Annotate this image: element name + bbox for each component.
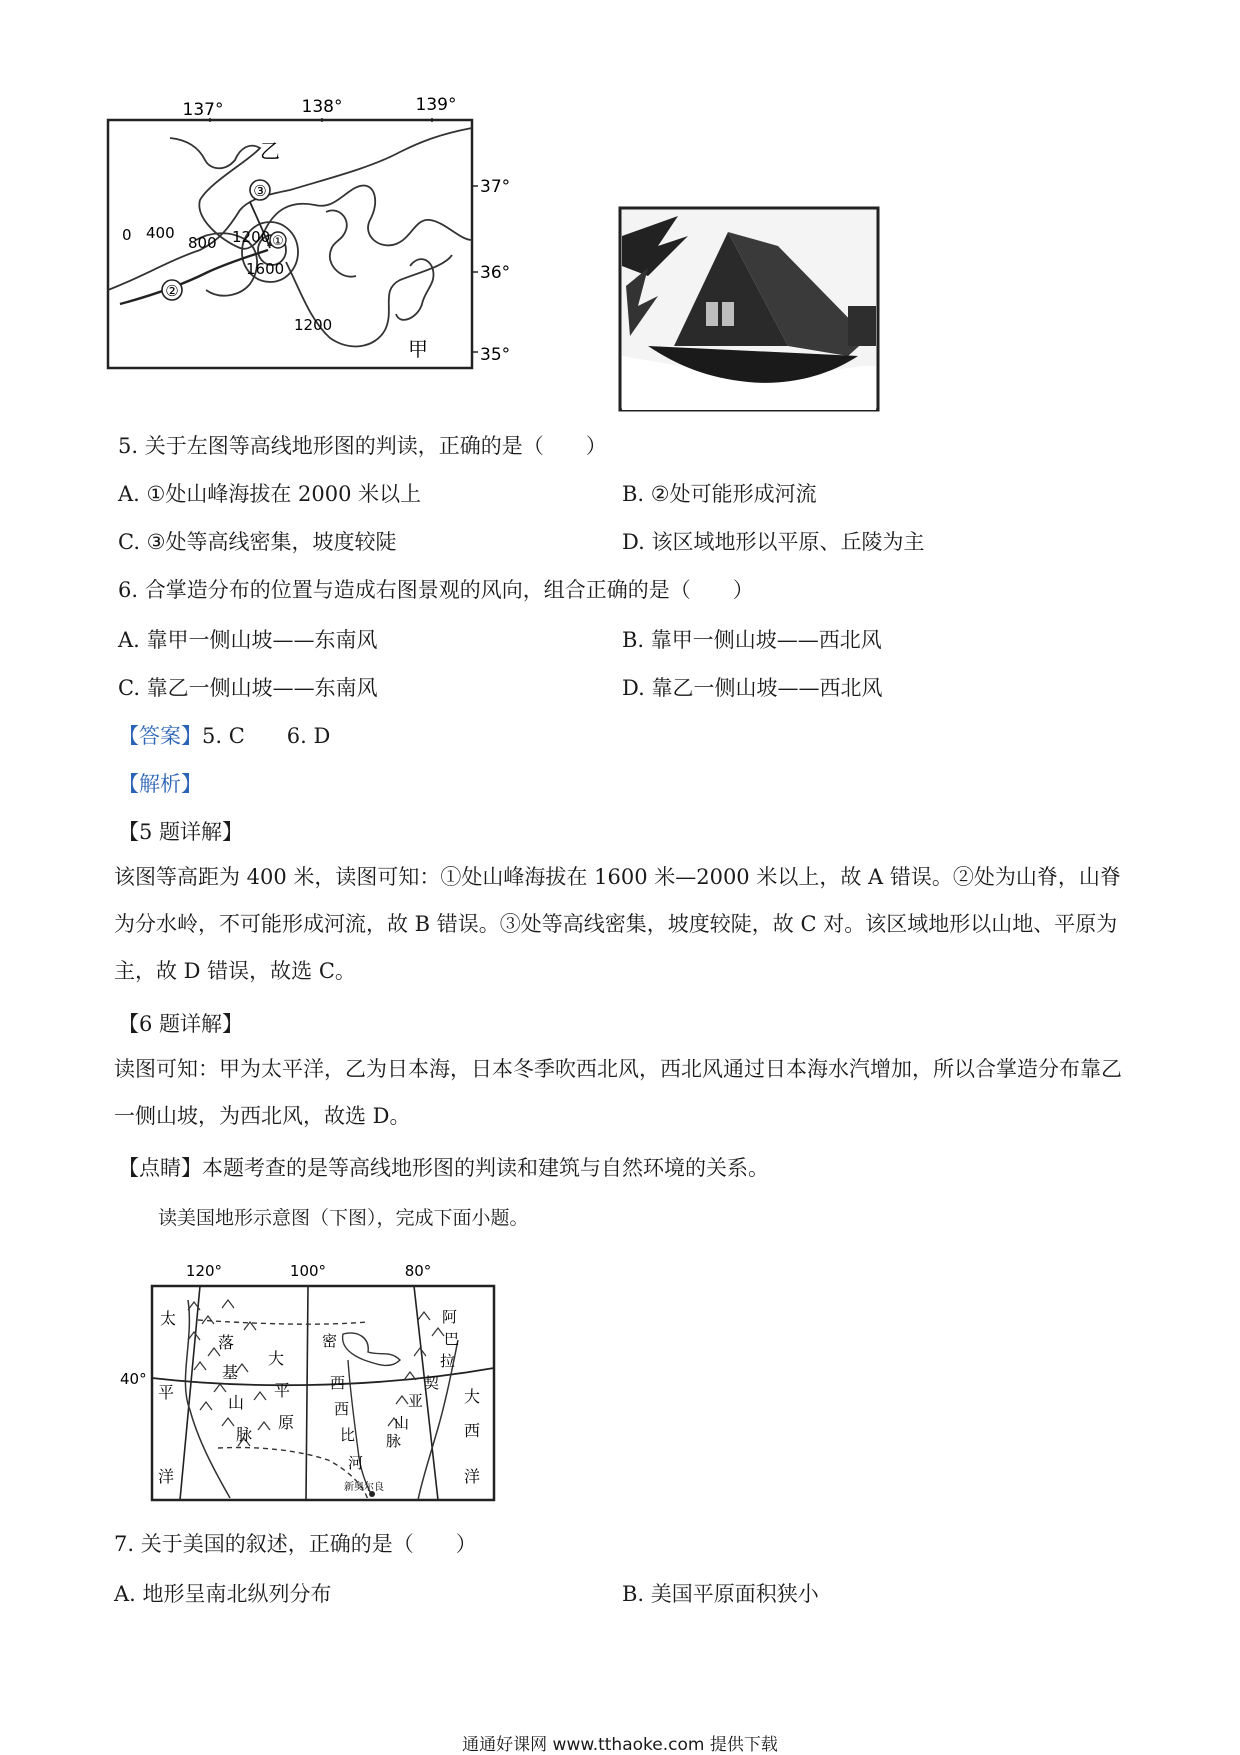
tip-line [118,1154,769,1182]
label-river-3: 西 [334,1400,350,1418]
answer-label: 【答案】 [118,724,202,748]
label-rocky-3: 山 [228,1393,245,1412]
tip-label: 【点睛】 [118,1156,202,1180]
q5-option-c: C. ③处等高线密集，坡度较陡 [118,530,397,554]
contour-label: 0 [122,226,132,244]
detail5-title: 【5 题详解】 [118,820,244,844]
answer-line [118,722,330,750]
label-river-2: 西 [330,1374,346,1392]
q5-stem: 5. 关于左图等高线地形图的判读，正确的是（ ） [118,434,607,458]
q5-option-b: B. ②处可能形成河流 [622,482,817,506]
answer-text: 5. C 6. D [202,724,331,748]
q7-option-b: B. 美国平原面积狭小 [622,1582,819,1606]
tip-text: 本题考查的是等高线地形图的判读和建筑与自然环境的关系。 [202,1156,769,1180]
usa-lon-label: 80° [404,1262,432,1280]
label-pacific-1: 太 [160,1309,177,1328]
usa-terrain-map [118,1260,508,1510]
lat-label: 37° [480,177,511,197]
contour-label: 1200 [294,316,333,334]
page-footer: 通通好课网 www.tthaoke.com 提供下载 [462,1735,778,1755]
lon-label: 137° [182,100,224,120]
label-plain-2: 平 [274,1381,291,1400]
contour-label: 1600 [246,260,285,278]
label-pacific-2: 平 [158,1383,175,1402]
contour-map-figure [100,90,540,420]
detail6-title: 【6 题详解】 [118,1012,244,1036]
lat-label: 35° [480,345,511,365]
detail6-text: 读图可知：甲为太平洋，乙为日本海，日本冬季吹西北风，西北风通过日本海水汽增加，所以合掌造分布靠乙一侧山坡，为西北风，故选 D。 [114,1057,1122,1128]
label-app-3: 拉 [440,1352,456,1370]
q6-stem: 6. 合掌造分布的位置与造成右图景观的风向，组合正确的是（ ） [118,578,754,602]
label-rocky-2: 基 [222,1363,239,1382]
q7-stem: 7. 关于美国的叙述，正确的是（ ） [114,1532,477,1556]
q5-option-a: A. ①处山峰海拔在 2000 米以上 [118,482,422,506]
q7-option-a: A. 地形呈南北纵列分布 [114,1582,332,1606]
label-app-6: 山 [394,1414,410,1432]
lon-label: 138° [301,97,343,117]
lat-label: 36° [480,263,511,283]
gassho-house-photo [618,206,880,412]
label-app-5: 亚 [408,1392,424,1410]
point-marker-1: ① [272,234,284,249]
label-plain-3: 原 [278,1413,295,1432]
contour-label: 1200 [232,228,271,246]
point-marker-3: ③ [253,182,267,200]
analysis-label: 【解析】 [118,772,202,796]
label-app-7: 脉 [386,1432,402,1450]
contour-label: 800 [188,234,217,252]
label-new-orleans: 新奥尔良 [344,1482,384,1493]
detail5-text: 该图等高距为 400 米，读图可知：①处山峰海拔在 1600 米—2000 米以上，故 A 错误。②处为山脊，山脊为分水岭，不可能形成河流，故 B 错误。③处等高线密集，坡度较陡，故 C 对。该区域地形以山地、平原为主，故 D 错误，故选 C。 [114,865,1121,983]
intro-text: 读美国地形示意图（下图），完成下面小题。 [158,1207,529,1229]
q6-option-d: D. 靠乙一侧山坡——西北风 [622,676,883,700]
label-atlantic-1: 大 [464,1387,481,1406]
contour-label: 400 [146,224,175,242]
label-pacific-3: 洋 [158,1467,175,1486]
usa-lon-label: 120° [185,1262,223,1280]
label-jia: 甲 [408,337,428,361]
point-marker-2: ② [165,282,179,300]
label-yi: 乙 [260,139,280,163]
usa-lat-label: 40° [120,1370,147,1388]
label-rocky-1: 落 [218,1333,235,1352]
label-atlantic-2: 西 [464,1421,481,1440]
label-river-5: 河 [348,1454,364,1472]
usa-lon-label: 100° [289,1262,327,1280]
label-river-4: 比 [340,1426,356,1444]
label-atlantic-3: 洋 [464,1467,481,1486]
label-rocky-4: 脉 [236,1425,253,1444]
q5-option-d: D. 该区域地形以平原、丘陵为主 [622,530,925,554]
label-app-4: 契 [424,1374,440,1392]
label-river-1: 密 [322,1332,338,1350]
q6-option-c: C. 靠乙一侧山坡——东南风 [118,676,378,700]
label-app-2: 巴 [444,1330,460,1348]
q6-option-a: A. 靠甲一侧山坡——东南风 [118,628,378,652]
label-app-1: 阿 [442,1308,458,1326]
q6-option-b: B. 靠甲一侧山坡——西北风 [622,628,882,652]
label-plain-1: 大 [268,1349,285,1368]
lon-label: 139° [415,95,457,115]
